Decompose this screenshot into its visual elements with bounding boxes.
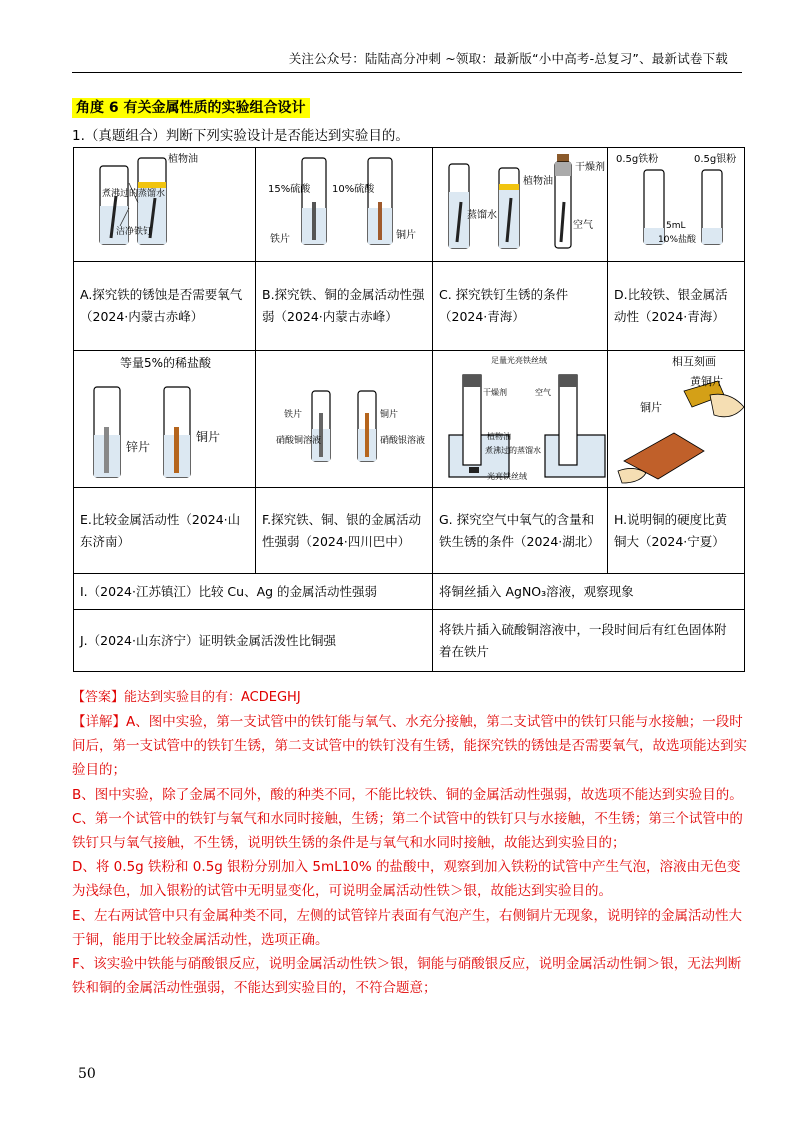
figure-d-diagram bbox=[614, 148, 751, 261]
figure-d-acid: 10%盐酸 bbox=[658, 235, 697, 245]
detail-e: E、左右两试管中只有金属种类不同，左侧的试管锌片表面有气泡产生，右侧铜片无现象，说明锌的金属活动性大于铜，能用于比较金属活动性，选项正确。 bbox=[72, 907, 743, 948]
cell-d-text: D.比较铁、银金属活动性（2024·青海） bbox=[608, 262, 745, 351]
detail-b: B、图中实验，除了金属不同外，酸的种类不同，不能比较铁、铜的金属活动性强弱，故选项不能达到实验目的。 bbox=[72, 786, 743, 803]
figure-d-silver-powder: 0.5g银粉 bbox=[694, 154, 737, 165]
figure-g-cell bbox=[433, 351, 608, 488]
detail-f: F、该实验中铁能与硝酸银反应，说明金属活动性铁＞银，铜能与硝酸银反应，说明金属活动性铜＞银，无法判断铁和铜的金属活动性强弱，不能达到实验目的，不符合题意； bbox=[72, 956, 742, 997]
cell-j-left: J.（2024·山东济宁）证明铁金属活泼性比铜强 bbox=[74, 610, 433, 672]
figure-a-oil-label: 植物油 bbox=[168, 154, 198, 165]
figure-d-cell bbox=[608, 148, 745, 262]
page-number: 50 bbox=[78, 1066, 96, 1082]
text-row-i bbox=[74, 574, 745, 610]
figure-g-oil-label: 植物油 bbox=[487, 432, 511, 441]
figure-h-diagram bbox=[614, 351, 751, 487]
text-row-j bbox=[74, 610, 745, 672]
detail-c: C、第一个试管中的铁钉与氧气和水同时接触，生锈；第二个试管中的铁钉只与水接触，不生锈；第三个试管中的铁钉只与氧气接触，不生锈，说明铁生锈的条件是与氧气和水同时接触，故能达到实验目的； bbox=[72, 810, 743, 852]
cell-g-text: G. 探究空气中氧气的含量和铁生锈的条件（2024·湖北） bbox=[433, 488, 608, 574]
figure-h-scratch-label: 相互刻画 bbox=[672, 355, 716, 368]
detail-d: D、将 0.5g 铁粉和 0.5g 银粉分别加入 5mL10% 的盐酸中，观察到加入铁粉的试管中产生气泡，溶液由无色变为浅绿色，加入银粉的试管中无明显变化，可说明金属活动性铁＞银，故能达到实验目的。 bbox=[72, 859, 741, 900]
cell-i-right: 将铜丝插入 AgNO₃溶液，观察现象 bbox=[433, 574, 745, 610]
figure-d-volume: 5mL bbox=[666, 221, 686, 231]
experiment-table bbox=[73, 147, 745, 672]
figure-f-right-solution: 硝酸银溶液 bbox=[380, 436, 426, 446]
figure-h-brass-label: 黄铜片 bbox=[690, 375, 723, 388]
figure-g-air-label: 空气 bbox=[535, 388, 551, 397]
figure-b-diagram bbox=[262, 148, 439, 261]
figure-b-left-acid: 15%硫酸 bbox=[268, 184, 311, 195]
figure-b-cell bbox=[256, 148, 433, 262]
figure-c-air-label: 空气 bbox=[573, 220, 593, 231]
figure-d-iron-powder: 0.5g铁粉 bbox=[616, 154, 659, 165]
figure-h-copper-label: 铜片 bbox=[640, 401, 662, 414]
section-title: 角度 6 有关金属性质的实验组合设计 bbox=[72, 98, 310, 118]
figure-b-iron-label: 铁片 bbox=[270, 234, 290, 245]
label-row-1 bbox=[74, 262, 745, 351]
figure-g-steel-wool-top: 足量光亮铁丝绒 bbox=[491, 356, 547, 365]
figure-a-water-label: 煮沸过的蒸馏水 bbox=[102, 189, 166, 199]
figure-e-diagram bbox=[80, 351, 262, 487]
figure-c-drying-label: 干燥剂 bbox=[575, 162, 605, 173]
figure-c-oil-label: 植物油 bbox=[523, 176, 553, 187]
figure-row-1 bbox=[74, 148, 745, 262]
cell-h-text: H.说明铜的硬度比黄铜大（2024·宁夏） bbox=[608, 488, 745, 574]
figure-a-diagram bbox=[80, 148, 262, 261]
question-stem: 1.（真题组合）判断下列实验设计是否能达到实验目的。 bbox=[72, 128, 409, 144]
figure-f-left-solution: 硝酸铜溶液 bbox=[276, 436, 322, 446]
cell-a-text: A.探究铁的锈蚀是否需要氧气（2024·内蒙古赤峰） bbox=[74, 262, 256, 351]
cell-b-text: B.探究铁、铜的金属活动性强弱（2024·内蒙古赤峰） bbox=[256, 262, 433, 351]
figure-b-right-acid: 10%硫酸 bbox=[332, 184, 375, 195]
figure-h-cell bbox=[608, 351, 745, 488]
figure-c-diagram bbox=[439, 148, 614, 261]
figure-f-iron-label: 铁片 bbox=[284, 410, 303, 420]
header-divider bbox=[72, 72, 742, 73]
figure-e-acid-label: 等量5%的稀盐酸 bbox=[120, 356, 212, 370]
figure-g-steel-wool-bottom: 光亮铁丝绒 bbox=[487, 472, 527, 481]
figure-g-diagram bbox=[439, 351, 614, 487]
answer-line: 【答案】能达到实验目的有：ACDEGHJ bbox=[72, 690, 301, 705]
figure-e-copper-label: 铜片 bbox=[196, 430, 221, 444]
figure-c-water-label: 蒸馏水 bbox=[467, 210, 497, 221]
cell-j-right: 将铁片插入硫酸铜溶液中，一段时间后有红色固体附着在铁片 bbox=[433, 610, 745, 672]
figure-g-drying-label: 干燥剂 bbox=[483, 388, 507, 397]
detail-a: 【详解】A、图中实验，第一支试管中的铁钉能与氧气、水充分接触，第二支试管中的铁钉只能与水接触；一段时间后，第一支试管中的铁钉生锈，第二支试管中的铁钉没有生锈，能探究铁的锈蚀是否需要氧气，故选项能达到实验目的； bbox=[72, 714, 747, 779]
figure-c-cell bbox=[433, 148, 608, 262]
figure-f-diagram bbox=[262, 351, 439, 487]
detail-explanation bbox=[72, 710, 748, 1000]
figure-e-cell bbox=[74, 351, 256, 488]
figure-row-2 bbox=[74, 351, 745, 488]
cell-i-left: I.（2024·江苏镇江）比较 Cu、Ag 的金属活动性强弱 bbox=[74, 574, 433, 610]
figure-b-copper-label: 铜片 bbox=[396, 230, 416, 241]
label-row-2 bbox=[74, 488, 745, 574]
cell-c-text: C. 探究铁钉生锈的条件（2024·青海） bbox=[433, 262, 608, 351]
figure-f-copper-label: 铜片 bbox=[380, 410, 399, 420]
figure-a-cell bbox=[74, 148, 256, 262]
cell-f-text: F.探究铁、铜、银的金属活动性强弱（2024·四川巴中） bbox=[256, 488, 433, 574]
figure-e-zinc-label: 锌片 bbox=[126, 440, 151, 454]
figure-g-water-label: 煮沸过的蒸馏水 bbox=[485, 446, 541, 455]
figure-a-nail-label: 洁净铁钉 bbox=[116, 227, 153, 237]
cell-e-text: E.比较金属活动性（2024·山东济南） bbox=[74, 488, 256, 574]
figure-f-cell bbox=[256, 351, 433, 488]
header-note: 关注公众号：陆陆高分冲刺 ~领取：最新版“小中高考-总复习”、最新试卷下载 bbox=[288, 51, 728, 66]
